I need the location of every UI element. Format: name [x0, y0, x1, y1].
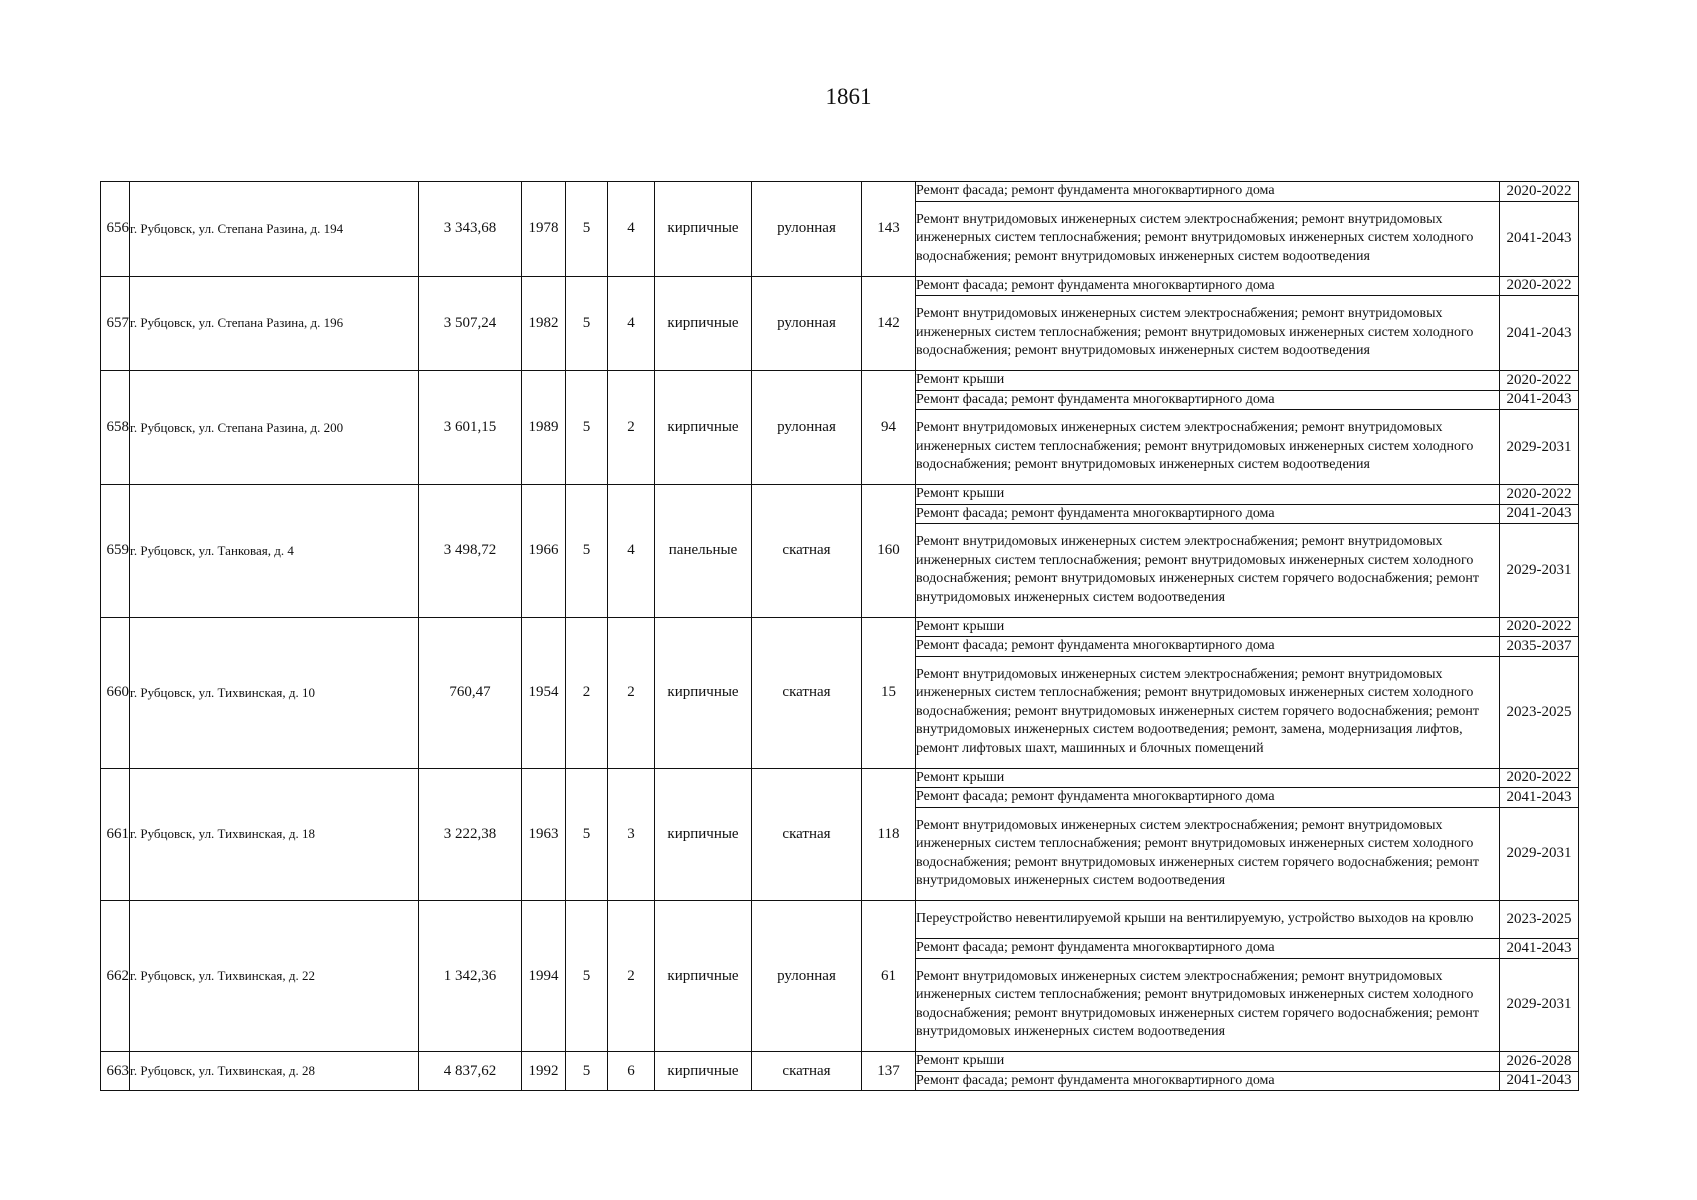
work-period: 2020-2022: [1500, 182, 1579, 202]
address-cell: г. Рубцовск, ул. Степана Разина, д. 196: [130, 276, 419, 371]
work-period: 2020-2022: [1500, 617, 1579, 637]
work-period: 2023-2025: [1500, 901, 1579, 939]
work-period: 2029-2031: [1500, 410, 1579, 485]
address-cell: г. Рубцовск, ул. Степана Разина, д. 194: [130, 182, 419, 277]
entrances-cell: 2: [608, 617, 655, 768]
address-cell: г. Рубцовск, ул. Тихвинская, д. 18: [130, 768, 419, 901]
floors-cell: 2: [566, 617, 608, 768]
roof-cell: рулонная: [752, 371, 862, 485]
work-description: Ремонт фасада; ремонт фундамента многоквартирного дома: [916, 504, 1500, 524]
row-number: 657: [101, 276, 130, 371]
work-period: 2041-2043: [1500, 939, 1579, 959]
entrances-cell: 4: [608, 182, 655, 277]
work-period: 2029-2031: [1500, 807, 1579, 901]
work-description: Ремонт фасада; ремонт фундамента многоквартирного дома: [916, 637, 1500, 657]
table-row: [101, 617, 1579, 637]
area-cell: 3 507,24: [419, 276, 522, 371]
work-description: Ремонт крыши: [916, 371, 1500, 391]
residents-cell: 61: [862, 901, 916, 1052]
residents-cell: 94: [862, 371, 916, 485]
area-cell: 4 837,62: [419, 1052, 522, 1091]
area-cell: 3 601,15: [419, 371, 522, 485]
work-description: Ремонт внутридомовых инженерных систем электроснабжения; ремонт внутридомовых инженерных систем теплоснабжения; ремонт внутридомовых инженерных систем холодного водоснабжения; ремонт внутридомовых инженерных систем водоотведения: [916, 410, 1500, 485]
walls-cell: кирпичные: [655, 901, 752, 1052]
work-description: Ремонт крыши: [916, 1052, 1500, 1072]
table-row: [101, 1052, 1579, 1072]
residents-cell: 118: [862, 768, 916, 901]
area-cell: 1 342,36: [419, 901, 522, 1052]
roof-cell: рулонная: [752, 182, 862, 277]
address-cell: г. Рубцовск, ул. Степана Разина, д. 200: [130, 371, 419, 485]
work-period: 2041-2043: [1500, 296, 1579, 371]
row-number: 658: [101, 371, 130, 485]
address-cell: г. Рубцовск, ул. Танковая, д. 4: [130, 485, 419, 618]
work-description: Ремонт внутридомовых инженерных систем электроснабжения; ремонт внутридомовых инженерных систем теплоснабжения; ремонт внутридомовых инженерных систем холодного водоснабжения; ремонт внутридомовых инженерных систем горячего водоснабжения; ремонт внутридомовых инженерных систем водоотведения: [916, 958, 1500, 1052]
address-cell: г. Рубцовск, ул. Тихвинская, д. 10: [130, 617, 419, 768]
work-description: Ремонт фасада; ремонт фундамента многоквартирного дома: [916, 788, 1500, 808]
roof-cell: скатная: [752, 485, 862, 618]
table-row: [101, 901, 1579, 939]
row-number: 662: [101, 901, 130, 1052]
walls-cell: кирпичные: [655, 276, 752, 371]
entrances-cell: 4: [608, 276, 655, 371]
roof-cell: скатная: [752, 768, 862, 901]
walls-cell: кирпичные: [655, 617, 752, 768]
entrances-cell: 6: [608, 1052, 655, 1091]
year-cell: 1954: [522, 617, 566, 768]
year-cell: 1978: [522, 182, 566, 277]
area-cell: 760,47: [419, 617, 522, 768]
row-number: 656: [101, 182, 130, 277]
table-row: [101, 182, 1579, 202]
row-number: 661: [101, 768, 130, 901]
entrances-cell: 2: [608, 371, 655, 485]
floors-cell: 5: [566, 276, 608, 371]
page-number: 1861: [825, 84, 872, 109]
roof-cell: скатная: [752, 617, 862, 768]
work-description: Ремонт внутридомовых инженерных систем электроснабжения; ремонт внутридомовых инженерных систем теплоснабжения; ремонт внутридомовых инженерных систем холодного водоснабжения; ремонт внутридомовых инженерных систем водоотведения: [916, 296, 1500, 371]
entrances-cell: 4: [608, 485, 655, 618]
work-description: Ремонт внутридомовых инженерных систем электроснабжения; ремонт внутридомовых инженерных систем теплоснабжения; ремонт внутридомовых инженерных систем холодного водоснабжения; ремонт внутридомовых инженерных систем водоотведения: [916, 201, 1500, 276]
floors-cell: 5: [566, 182, 608, 277]
table-body: [101, 182, 1579, 1091]
table-row: [101, 276, 1579, 296]
year-cell: 1966: [522, 485, 566, 618]
work-description: Ремонт внутридомовых инженерных систем электроснабжения; ремонт внутридомовых инженерных систем теплоснабжения; ремонт внутридомовых инженерных систем холодного водоснабжения; ремонт внутридомовых инженерных систем горячего водоснабжения; ремонт внутридомовых инженерных систем водоотведения: [916, 807, 1500, 901]
work-period: 2041-2043: [1500, 201, 1579, 276]
work-period: 2020-2022: [1500, 276, 1579, 296]
work-period: 2020-2022: [1500, 485, 1579, 505]
row-number: 660: [101, 617, 130, 768]
table-row: [101, 485, 1579, 505]
year-cell: 1994: [522, 901, 566, 1052]
work-description: Ремонт крыши: [916, 768, 1500, 788]
work-period: 2029-2031: [1500, 958, 1579, 1052]
walls-cell: кирпичные: [655, 182, 752, 277]
floors-cell: 5: [566, 901, 608, 1052]
work-period: 2020-2022: [1500, 371, 1579, 391]
residents-cell: 15: [862, 617, 916, 768]
row-number: 659: [101, 485, 130, 618]
walls-cell: кирпичные: [655, 371, 752, 485]
work-description: Ремонт внутридомовых инженерных систем электроснабжения; ремонт внутридомовых инженерных систем теплоснабжения; ремонт внутридомовых инженерных систем холодного водоснабжения; ремонт внутридомовых инженерных систем горячего водоснабжения; ремонт внутридомовых инженерных систем водоотведения: [916, 524, 1500, 618]
area-cell: 3 498,72: [419, 485, 522, 618]
work-description: Переустройство невентилируемой крыши на вентилируемую, устройство выходов на кровлю: [916, 901, 1500, 939]
work-period: 2041-2043: [1500, 504, 1579, 524]
floors-cell: 5: [566, 768, 608, 901]
work-description: Ремонт фасада; ремонт фундамента многоквартирного дома: [916, 276, 1500, 296]
floors-cell: 5: [566, 371, 608, 485]
work-period: 2026-2028: [1500, 1052, 1579, 1072]
work-description: Ремонт фасада; ремонт фундамента многоквартирного дома: [916, 390, 1500, 410]
work-period: 2041-2043: [1500, 788, 1579, 808]
work-description: Ремонт крыши: [916, 617, 1500, 637]
table-row: [101, 371, 1579, 391]
entrances-cell: 3: [608, 768, 655, 901]
year-cell: 1992: [522, 1052, 566, 1091]
residents-cell: 143: [862, 182, 916, 277]
work-period: 2023-2025: [1500, 656, 1579, 768]
work-description: Ремонт фасада; ремонт фундамента многоквартирного дома: [916, 939, 1500, 959]
table-row: [101, 768, 1579, 788]
address-cell: г. Рубцовск, ул. Тихвинская, д. 22: [130, 901, 419, 1052]
walls-cell: кирпичные: [655, 768, 752, 901]
work-period: 2041-2043: [1500, 390, 1579, 410]
walls-cell: кирпичные: [655, 1052, 752, 1091]
floors-cell: 5: [566, 1052, 608, 1091]
walls-cell: панельные: [655, 485, 752, 618]
buildings-table: [100, 181, 1579, 1091]
work-description: Ремонт фасада; ремонт фундамента многоквартирного дома: [916, 1071, 1500, 1091]
year-cell: 1963: [522, 768, 566, 901]
year-cell: 1989: [522, 371, 566, 485]
year-cell: 1982: [522, 276, 566, 371]
work-period: 2029-2031: [1500, 524, 1579, 618]
work-description: Ремонт крыши: [916, 485, 1500, 505]
address-cell: г. Рубцовск, ул. Тихвинская, д. 28: [130, 1052, 419, 1091]
work-description: Ремонт фасада; ремонт фундамента многоквартирного дома: [916, 182, 1500, 202]
floors-cell: 5: [566, 485, 608, 618]
work-description: Ремонт внутридомовых инженерных систем электроснабжения; ремонт внутридомовых инженерных систем теплоснабжения; ремонт внутридомовых инженерных систем холодного водоснабжения; ремонт внутридомовых инженерных систем горячего водоснабжения; ремонт внутридомовых инженерных систем водоотведения; ремонт, замена, модернизация лифтов, ремонт лифтовых шахт, машинных и блочных помещений: [916, 656, 1500, 768]
roof-cell: рулонная: [752, 901, 862, 1052]
work-period: 2041-2043: [1500, 1071, 1579, 1091]
residents-cell: 160: [862, 485, 916, 618]
area-cell: 3 222,38: [419, 768, 522, 901]
residents-cell: 137: [862, 1052, 916, 1091]
work-period: 2035-2037: [1500, 637, 1579, 657]
area-cell: 3 343,68: [419, 182, 522, 277]
roof-cell: скатная: [752, 1052, 862, 1091]
residents-cell: 142: [862, 276, 916, 371]
roof-cell: рулонная: [752, 276, 862, 371]
row-number: 663: [101, 1052, 130, 1091]
work-period: 2020-2022: [1500, 768, 1579, 788]
entrances-cell: 2: [608, 901, 655, 1052]
